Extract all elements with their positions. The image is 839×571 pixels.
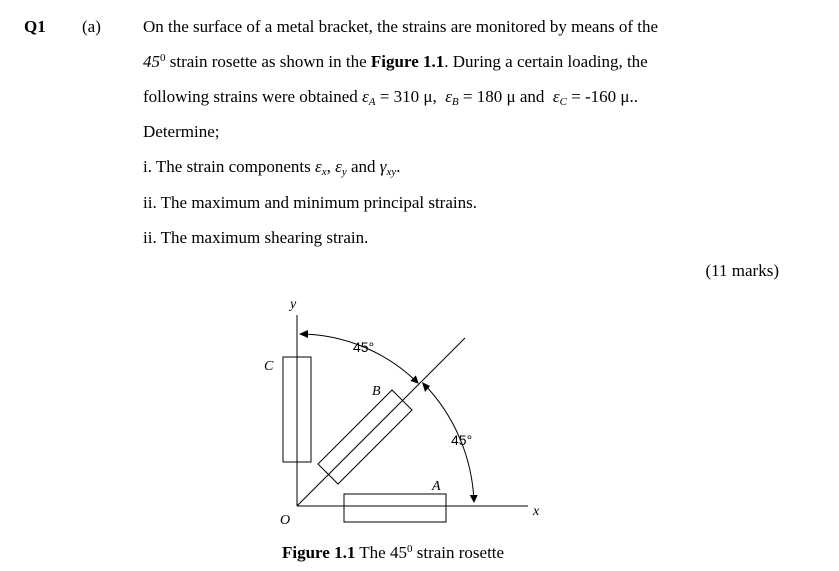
line-3-pre: following strains were obtained xyxy=(143,87,363,106)
question-part: (a) xyxy=(82,17,101,36)
epsilon-x: ε xyxy=(315,157,322,176)
question-line-1: On the surface of a metal bracket, the strains are monitored by means of the xyxy=(143,17,658,36)
caption-pre: The 45 xyxy=(355,543,407,562)
angle-label-top: 45° xyxy=(353,339,375,355)
line-2-post: . During a certain loading, the xyxy=(444,52,648,71)
strain-b-symbol: ε xyxy=(445,87,452,106)
item-1-end: . xyxy=(396,157,401,176)
item-1-comma: , xyxy=(326,157,336,176)
arc-right-start-arrow xyxy=(422,382,430,392)
gamma-xy-sub: xy xyxy=(386,166,397,178)
and-text: and xyxy=(519,87,549,106)
figure-caption xyxy=(282,543,504,563)
epsilon-x-sub: x xyxy=(321,166,327,178)
figure-reference: Figure 1.1 xyxy=(370,52,445,71)
label-y: y xyxy=(290,297,297,312)
item-1-pre: i. The strain components xyxy=(143,157,316,176)
label-c: C xyxy=(264,359,274,374)
epsilon-y: ε xyxy=(335,157,342,176)
gamma-xy: γ xyxy=(379,157,387,176)
strain-c-sub: C xyxy=(559,96,567,108)
caption-post: strain rosette xyxy=(412,543,505,562)
label-a: A xyxy=(432,479,441,494)
item-2: ii. The maximum and minimum principal strains. xyxy=(143,193,477,212)
item-1-and: and xyxy=(346,157,380,176)
strain-b-sub: B xyxy=(451,96,459,108)
strain-a-sub: A xyxy=(368,96,376,108)
strain-a-value: = 310 μ, xyxy=(375,87,441,106)
label-b: B xyxy=(372,384,381,399)
marks: (11 marks) xyxy=(705,261,779,280)
arc-top-start-arrow xyxy=(299,330,308,338)
caption-degree: 0 xyxy=(406,543,413,555)
strain-c-symbol: ε xyxy=(552,87,560,106)
label-x: x xyxy=(533,504,540,519)
question-number: Q1 xyxy=(24,17,46,36)
item-3: ii. The maximum shearing strain. xyxy=(143,228,369,247)
degree-sup: 0 xyxy=(160,52,166,64)
line-2-mid: strain rosette as shown in the xyxy=(165,52,371,71)
caption-bold: Figure 1.1 xyxy=(282,543,356,562)
strain-a-symbol: ε xyxy=(362,87,369,106)
angle-45: 45 xyxy=(143,52,160,71)
label-o: O xyxy=(280,513,291,528)
gauge-a xyxy=(344,494,446,522)
strain-c-value: = -160 μ.. xyxy=(566,87,639,106)
epsilon-y-sub: y xyxy=(341,166,347,178)
angle-label-right: 45° xyxy=(451,432,473,448)
strain-b-value: = 180 μ xyxy=(458,87,520,106)
gauge-b xyxy=(318,390,412,484)
determine-label: Determine; xyxy=(143,122,220,141)
